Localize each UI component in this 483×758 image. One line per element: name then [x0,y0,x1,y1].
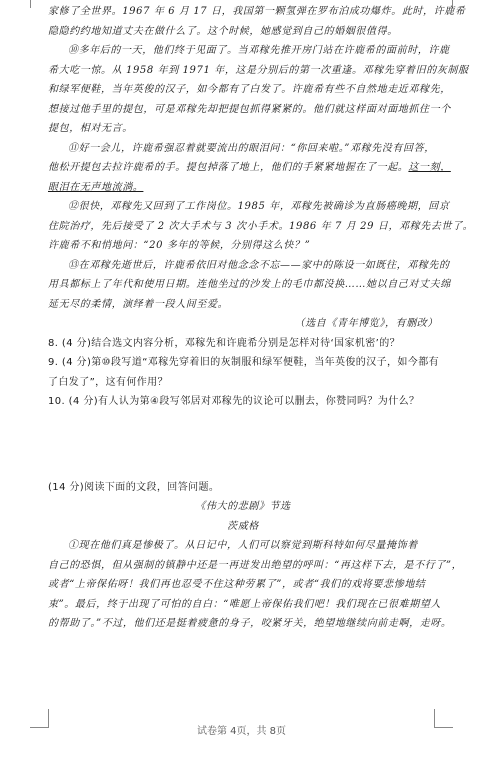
underlined-text: 这一刻， [408,162,451,173]
passage-line: 和绿军便鞋，当年英俊的汉子，如今都有了白发了。许鹿希有些不自然地走近邓稼先， [48,84,451,95]
section-instruction: (14 分)阅读下面的文段，回答问题。 [48,481,220,493]
passage-line: 自己的恐惧，但从强制的镇静中还是一再迸发出绝望的呼叫：“再这样下去，是不行了”， [48,559,463,571]
passage-line: ⑪好一会儿，许鹿希强忍着就要流出的眼泪问：“你回来啦。”邓稼先没有回答， [68,142,435,154]
passage-title: 《伟大的悲剧》节选 [195,501,291,512]
passage-line: ⑩多年后的一天，他们终于见面了。当邓稼先推开房门站在许鹿希的面前时，许鹿 [68,45,450,56]
passage-author: 茨威格 [227,520,259,532]
source-citation: （选自《青年博览》，有删改） [294,318,438,329]
passage-line: ⑫很快，邓稼先又回到了工作岗位。1985 年，邓稼先被确诊为直肠癌晚期，回京 [68,201,450,212]
passage-line: 家修了全世界。1967 年 6 月 17 日，我国第一颗氢弹在罗布泊成功爆炸。此时，许鹿希 [48,6,466,17]
passage-line [48,158,451,178]
passage-line: 或者“上帝保佑呀！我们再也忍受不住这种劳累了”，或者“我们的戏将要悲惨地结 [48,579,426,590]
answer-space [48,412,438,478]
page-content [48,2,474,634]
passage-line: 延无尽的柔情，演绎着一段人间至爱。 [48,298,229,310]
passage-line: 想接过他手里的提包，可是邓稼先却把提包抓得紧紧的。他们就这样面对面地抓住一个 [48,103,451,115]
passage-line: ⑬在邓稼先逝世后，许鹿希依旧对他念念不忘——家中的陈设一如既往，邓稼先的 [68,259,450,271]
passage-line-text: 他松开提包去拉许鹿希的手。提包掉落了地上，他们的手紧紧地握在了一起。 [48,162,409,173]
passage-line: 提包，相对无言。 [48,123,133,134]
passage-line: 隐隐约约地知道丈夫在做什么了。这个时候，她感觉到自己的婚姻很值得。 [48,25,398,37]
underlined-line: 眼泪在无声地流淌。 [48,181,144,193]
passage-line: ①现在他们真是惨极了。从日记中，人们可以察觉到斯科特如何尽量掩饰着 [68,540,418,551]
crop-mark-top-left [30,0,31,8]
question-9: 9. (4 分)第⑩段写道“邓稼先穿着旧的灰制服和绿军便鞋，当年英俊的汉子，如今都有 [48,357,440,368]
question-8: 8. (4 分)结合选文内容分析，邓稼先和许鹿希分别是怎样对待‘国家机密’的？ [48,337,401,349]
page-footer: 试卷第 4页，共 8页 [196,726,287,737]
passage-line: 许鹿希不和悄地问：“20 多年的等候，分别得这么快？” [48,240,311,251]
passage-line: 的帮助了。”不过，他们还是挺着疲惫的身子，咬紧牙关，绝望地继续向前走啊，走呀。 [48,618,452,629]
passage-line: 希大吃一惊。从 1958 年到 1971 年，这是分别后的第一次重逢。邓稼先穿着旧的灰制服 [48,64,469,76]
passage-line: 束”。最后，终于出现了可怕的自白：“唯愿上帝保佑我们吧！我们现在已很难期望人 [48,598,442,610]
passage-line: 住院治疗，先后接受了 2 次大手术与 3 次小手术。1986 年 7 月 29 日，邓稼先去世了。 [48,220,474,232]
passage-line: 用具都标上了年代和使用日期。连他坐过的沙发上的毛巾都没换……她以自己对丈夫绵 [48,279,451,290]
question-9-cont: 了白发了”，这有何作用？ [48,376,168,388]
question-10: 10. (4 分)有人认为第④段写邻居对邓稼先的议论可以删去，你赞同吗？为什么？ [48,396,420,407]
